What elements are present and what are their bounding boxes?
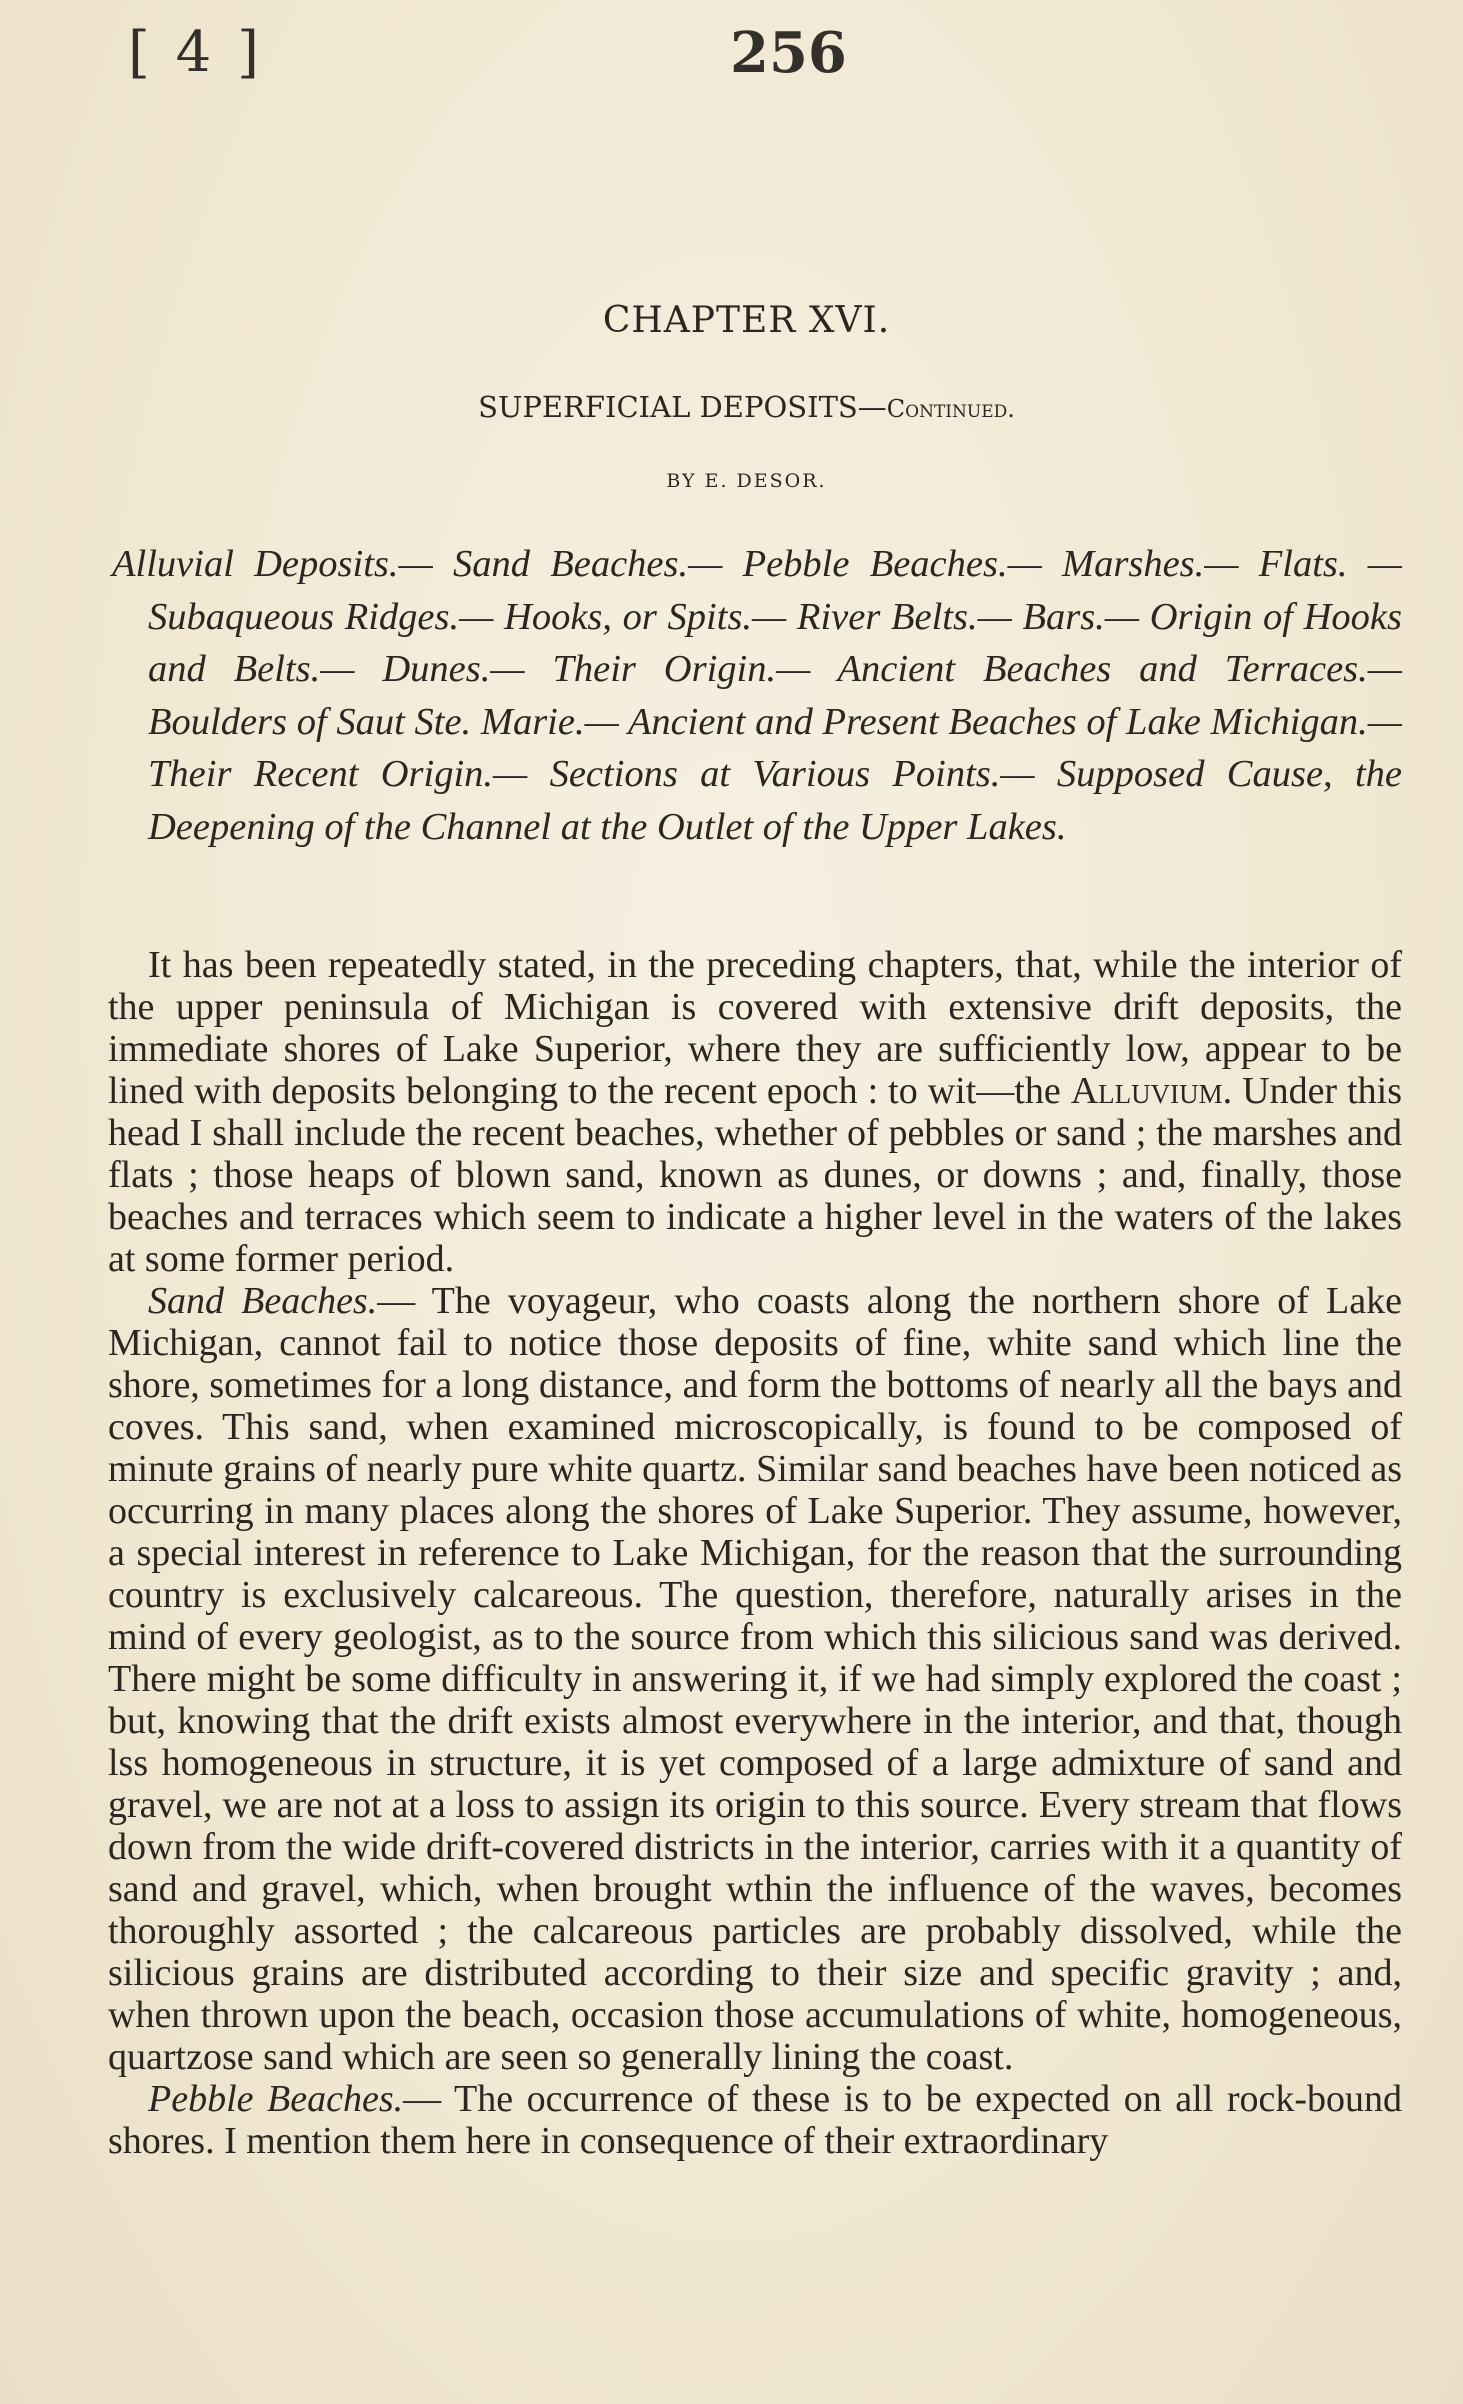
p1-text-before: It has been repeatedly stated, in the preceding chapters, that, while the interior of the upper peninsula of Michigan is covered with extensive drift deposits, the immediate shores of Lake Superior, where they are sufficiently low, appear to be lined with deposits belonging to the recent epoch : to wit—the	[108, 944, 1402, 1112]
chapter-title: CHAPTER XVI.	[602, 300, 891, 341]
section-mark: [ 4 ]	[128, 20, 263, 85]
chapter-author: BY E. DESOR.	[666, 470, 827, 492]
subtitle-main: SUPERFICIAL DEPOSITS—	[478, 390, 887, 424]
chapter-synopsis	[112, 538, 1402, 853]
sand-beaches-heading: Sand Beaches.	[148, 1280, 378, 1322]
paragraph-sand-beaches	[108, 1280, 1402, 2078]
synopsis-first-line: Alluvial Deposits.— Sand Beaches.— Pebble Beaches.— Marshes.— Flats.	[112, 543, 1348, 585]
subtitle-continued: Continued.	[886, 395, 1015, 423]
pebble-beaches-text: — The occurrence of these is to be expected on all rock-bound shores. I mention them here in consequence of their extraordinary	[108, 2078, 1402, 2162]
pebble-beaches-heading: Pebble Beaches.	[148, 2078, 404, 2120]
alluvium-term: Alluvium.	[1070, 1070, 1233, 1112]
paragraph-alluvium	[108, 944, 1402, 1280]
body-text	[108, 944, 1402, 2162]
page-number: 256	[730, 20, 847, 86]
p1-text-after: Under this head I shall include the recent beaches, whether of pebbles or sand ; the marshes and flats ; those heaps of blown sand, known as dunes, or downs ; and, finally, those beaches and terraces which seem to indicate a higher level in the waters of the lakes at some former period.	[108, 1070, 1402, 1280]
chapter-subtitle	[0, 390, 1463, 424]
synopsis-rest: — Subaqueous Ridges.— Hooks, or Spits.— River Belts.— Bars.— Origin of Hooks and Belts.— Dunes.— Their Origin.— Ancient Beaches and Terraces.— Boulders of Saut Ste. Marie.— Ancient and Present Beaches of Lake Michigan.— Their Recent Origin.— Sections at Various Points.— Supposed Cause, the Deepening of the Channel at the Outlet of the Upper Lakes.	[148, 543, 1403, 848]
paragraph-pebble-beaches	[108, 2078, 1402, 2162]
sand-beaches-text: — The voyageur, who coasts along the northern shore of Lake Michigan, cannot fail to notice those deposits of fine, white sand which line the shore, sometimes for a long distance, and form the bottoms of nearly all the bays and coves. This sand, when examined microscopically, is found to be composed of minute grains of nearly pure white quartz. Similar sand beaches have been noticed as occurring in many places along the shores of Lake Superior. They assume, however, a special interest in reference to Lake Michigan, for the reason that the surrounding country is exclusively calcareous. The question, therefore, naturally arises in the mind of every geologist, as to the source from which this silicious sand was derived. There might be some difficulty in answering it, if we had simply explored the coast ; but, knowing that the drift exists almost everywhere in the interior, and that, though lss homogeneous in structure, it is yet composed of a large admixture of sand and gravel, we are not at a loss to assign its origin to this source. Every stream that flows down from the wide drift-covered districts in the interior, carries with it a quantity of sand and gravel, which, when brought wthin the influence of the waves, becomes thoroughly assorted ; the calcareous particles are probably dissolved, while the silicious grains are distributed according to their size and specific gravity ; and, when thrown upon the beach, occasion those accumulations of white, homogeneous, quartzose sand which are seen so generally lining the coast.	[108, 1280, 1402, 2078]
